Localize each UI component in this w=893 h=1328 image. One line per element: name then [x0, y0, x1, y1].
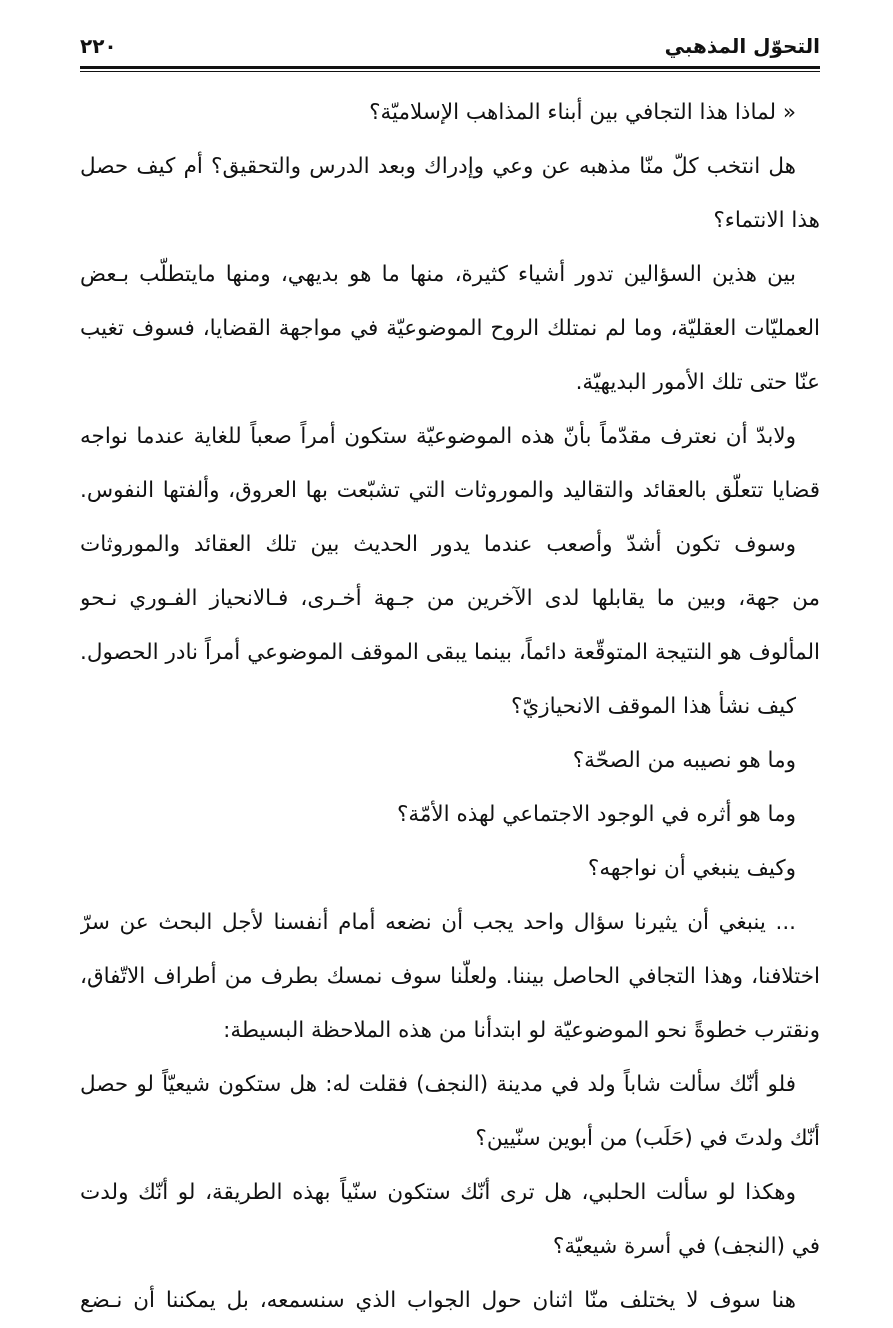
text-line: أنّك ولدتَ في (حَلَب) من أبوين سنّيين؟: [475, 1126, 820, 1151]
text-line: وما هو أثره في الوجود الاجتماعي لهذه الأمّة؟: [396, 802, 796, 827]
page-header: [80, 30, 820, 64]
text-line: كيف نشأ هذا الموقف الانحيازيّ؟: [511, 694, 796, 719]
text-line: وكيف ينبغي أن نواجهه؟: [587, 856, 796, 881]
text-line: هل انتخب كلّ منّا مذهبه عن وعي وإدراك وبعد الدرس والتحقيق؟ أم كيف حصل: [80, 154, 796, 179]
text-line: في (النجف) في أسرة شيعيّة؟: [552, 1234, 820, 1259]
book-page: [80, 30, 820, 1328]
text-line: فلو أنّك سألت شاباً ولد في مدينة (النجف) فقلت له: هل ستكون شيعيّاً لو حصل: [80, 1072, 796, 1097]
text-line: وسوف تكون أشدّ وأصعب عندما يدور الحديث بين تلك العقائد والموروثات: [80, 532, 796, 557]
page-number: ٢٢٠: [80, 34, 117, 58]
running-title: التحوّل المذهبي: [664, 34, 820, 58]
text-line: من جهة، وبين ما يقابلها لدى الآخرين من جـهة أخـرى، فـالانحياز الفـوري نـحو: [80, 586, 820, 611]
text-line: وما هو نصيبه من الصحّة؟: [572, 748, 796, 773]
text-line: بين هذين السؤالين تدور أشياء كثيرة، منها ما هو بديهي، ومنها مايتطلّب بـعض: [80, 262, 796, 287]
header-rule-thin: [80, 71, 820, 72]
text-line: ولابدّ أن نعترف مقدّماً بأنّ هذه الموضوعيّة ستكون أمراً صعباً للغاية عندما نواجه: [80, 424, 796, 449]
text-line: ونقترب خطوةً نحو الموضوعيّة لو ابتدأنا من هذه الملاحظة البسيطة:: [223, 1018, 820, 1043]
text-line: ... ينبغي أن يثيرنا سؤال واحد يجب أن نضعه أمام أنفسنا لأجل البحث عن سرّ: [80, 910, 796, 935]
header-rule-thick: [80, 66, 820, 69]
text-line: « لماذا هذا التجافي بين أبناء المذاهب الإسلاميّة؟: [369, 100, 796, 125]
text-line: هنا سوف لا يختلف منّا اثنان حول الجواب الذي سنسمعه، بل يمكننا أن نـضع: [80, 1288, 796, 1313]
text-line: عنّا حتى تلك الأمور البديهيّة.: [575, 370, 820, 395]
text-line: قضايا تتعلّق بالعقائد والتقاليد والموروثات التي تشبّعت بها العروق، وألفتها النفوس.: [80, 478, 820, 503]
body-text: [80, 86, 820, 1328]
text-line: وهكذا لو سألت الحلبي، هل ترى أنّك ستكون سنّياً بهذه الطريقة، لو أنّك ولدت: [80, 1180, 796, 1205]
text-line: اختلافنا، وهذا التجافي الحاصل بيننا. ولعلّنا سوف نمسك بطرف من أطراف الاتّفاق،: [80, 964, 820, 989]
text-line: العمليّات العقليّة، وما لم نمتلك الروح الموضوعيّة في مواجهة القضايا، فسوف تغيب: [80, 316, 820, 341]
text-line: المألوف هو النتيجة المتوقّعة دائماً، بينما يبقى الموقف الموضوعي أمراً نادر الحصول.: [80, 640, 820, 665]
text-line: هذا الانتماء؟: [713, 208, 820, 233]
